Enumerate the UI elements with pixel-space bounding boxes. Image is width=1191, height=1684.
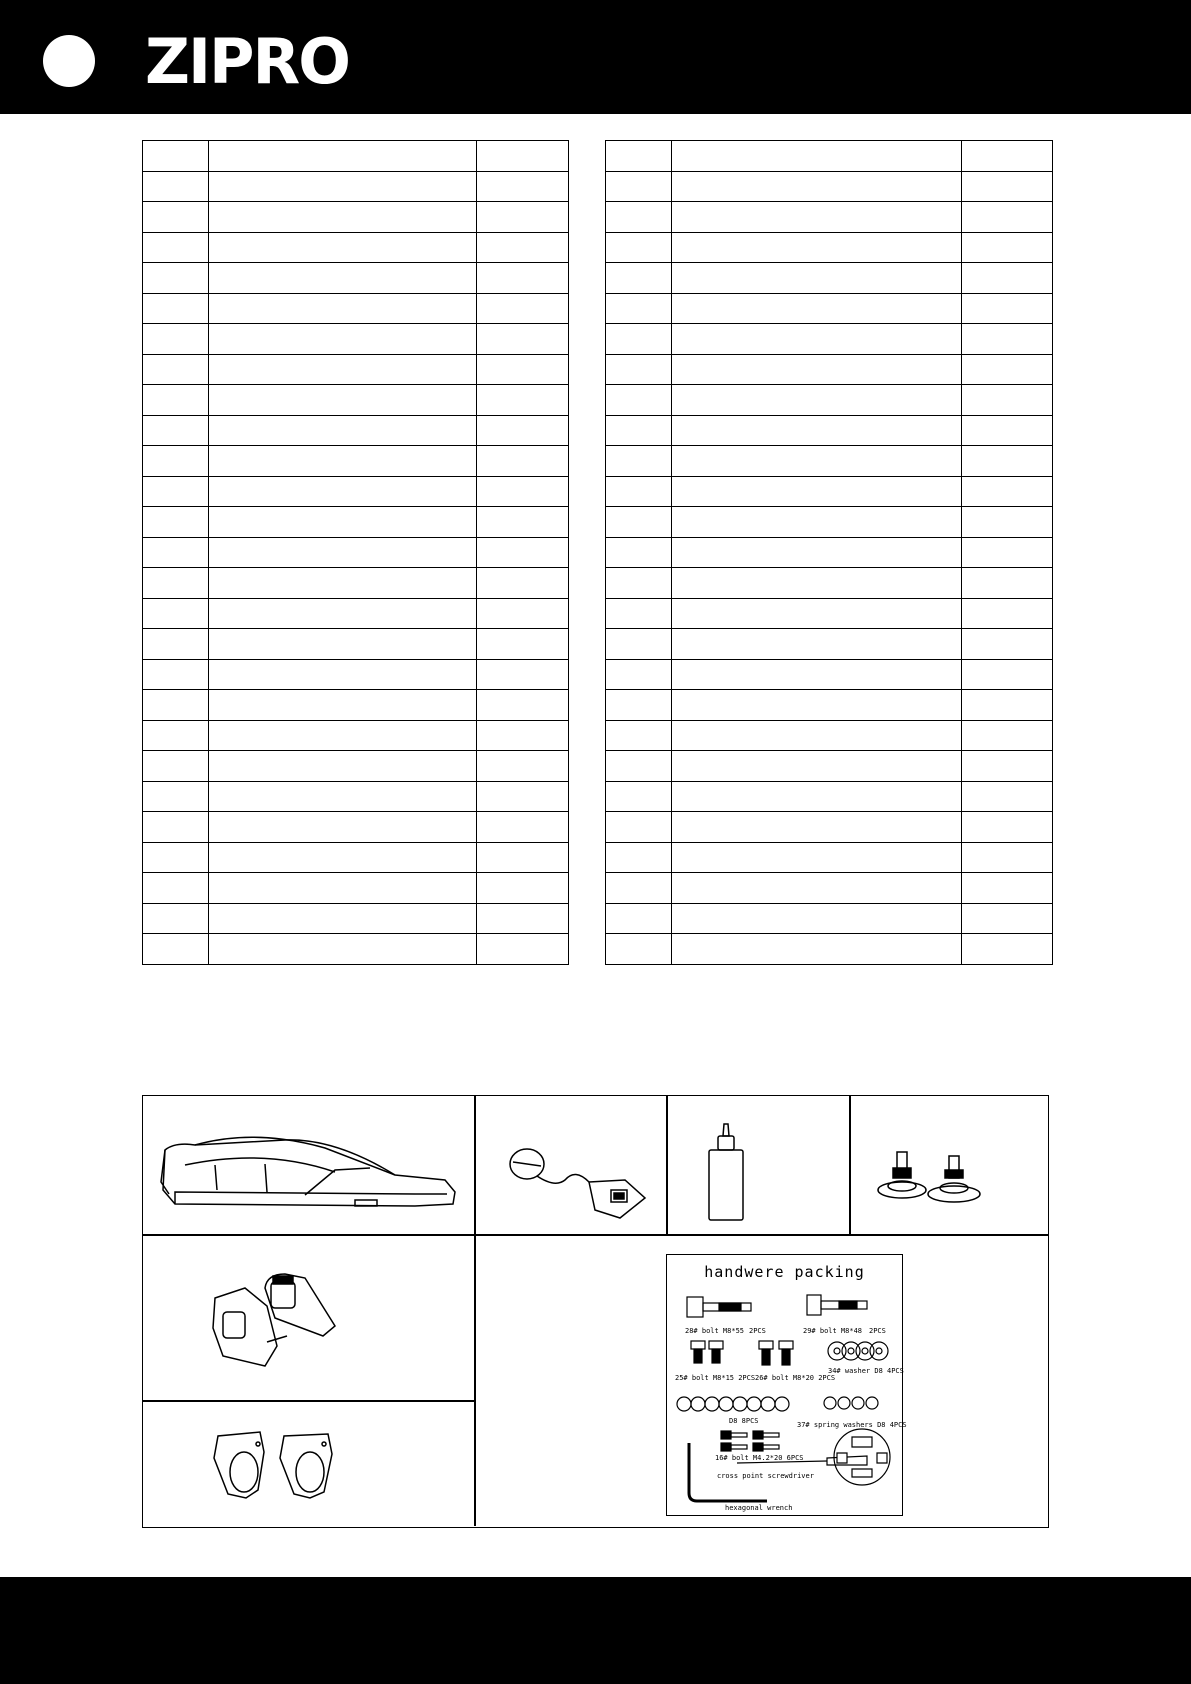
part-name-cell xyxy=(672,903,962,934)
part-number-cell xyxy=(606,751,672,782)
part-number-cell xyxy=(606,415,672,446)
part-number-cell xyxy=(606,476,672,507)
part-number-cell xyxy=(606,812,672,843)
table-row xyxy=(606,842,1053,873)
hw-label-bolt-25: 25# bolt M8*15 2PCS xyxy=(675,1374,756,1382)
part-qty-cell xyxy=(962,354,1053,385)
part-number-cell xyxy=(606,598,672,629)
table-row xyxy=(143,659,569,690)
table-row xyxy=(143,720,569,751)
part-name-cell xyxy=(209,385,477,416)
part-name-cell xyxy=(209,720,477,751)
part-number-cell xyxy=(606,720,672,751)
hardware-packing-title: handwere packing xyxy=(704,1263,865,1281)
part-number-cell xyxy=(606,232,672,263)
part-name-cell xyxy=(209,781,477,812)
part-name-cell xyxy=(209,476,477,507)
part-qty-cell xyxy=(477,446,569,477)
part-name-cell xyxy=(672,324,962,355)
part-qty-cell xyxy=(477,934,569,965)
part-number-cell xyxy=(606,202,672,233)
table-row xyxy=(606,659,1053,690)
part-number-cell xyxy=(143,232,209,263)
part-name-cell xyxy=(672,202,962,233)
part-name-cell xyxy=(209,354,477,385)
part-qty-cell xyxy=(477,720,569,751)
part-number-cell xyxy=(606,690,672,721)
motor-cover-icon xyxy=(205,1268,345,1373)
part-number-cell xyxy=(606,903,672,934)
part-qty-cell xyxy=(477,507,569,538)
part-number-cell xyxy=(143,781,209,812)
part-number-cell xyxy=(143,568,209,599)
part-qty-cell xyxy=(477,202,569,233)
table-row xyxy=(606,141,1053,172)
part-name-cell xyxy=(209,446,477,477)
part-qty-cell xyxy=(962,690,1053,721)
part-name-cell xyxy=(672,232,962,263)
part-name-cell xyxy=(209,568,477,599)
part-name-cell xyxy=(209,751,477,782)
table-row xyxy=(606,751,1053,782)
part-name-cell xyxy=(209,690,477,721)
part-qty-cell xyxy=(962,568,1053,599)
part-qty-cell xyxy=(962,476,1053,507)
parts-table-right xyxy=(605,140,1053,965)
part-qty-cell xyxy=(477,171,569,202)
table-row xyxy=(143,934,569,965)
part-qty-cell xyxy=(962,141,1053,172)
table-row xyxy=(143,415,569,446)
part-number-cell xyxy=(143,812,209,843)
table-row xyxy=(606,324,1053,355)
part-number-cell xyxy=(143,690,209,721)
part-name-cell xyxy=(209,293,477,324)
parts-table-left xyxy=(142,140,569,965)
table-row xyxy=(143,812,569,843)
part-name-cell xyxy=(209,812,477,843)
part-number-cell xyxy=(143,385,209,416)
part-name-cell xyxy=(672,537,962,568)
table-row xyxy=(606,568,1053,599)
part-number-cell xyxy=(143,934,209,965)
part-name-cell xyxy=(672,690,962,721)
part-name-cell xyxy=(672,629,962,660)
part-number-cell xyxy=(606,934,672,965)
part-qty-cell xyxy=(962,293,1053,324)
part-name-cell xyxy=(209,324,477,355)
part-qty-cell xyxy=(962,171,1053,202)
part-qty-cell xyxy=(477,903,569,934)
table-row xyxy=(143,873,569,904)
part-name-cell xyxy=(672,171,962,202)
part-qty-cell xyxy=(477,659,569,690)
table-row xyxy=(606,812,1053,843)
table-row xyxy=(606,263,1053,294)
wheel-icon xyxy=(210,1428,345,1500)
part-number-cell xyxy=(143,202,209,233)
part-number-cell xyxy=(143,598,209,629)
part-name-cell xyxy=(672,293,962,324)
part-name-cell xyxy=(672,507,962,538)
part-qty-cell xyxy=(962,934,1053,965)
part-number-cell xyxy=(606,293,672,324)
part-number-cell xyxy=(606,659,672,690)
part-qty-cell xyxy=(962,385,1053,416)
part-number-cell xyxy=(606,873,672,904)
part-number-cell xyxy=(143,629,209,660)
table-row xyxy=(143,476,569,507)
table-row xyxy=(606,934,1053,965)
part-name-cell xyxy=(209,598,477,629)
table-row xyxy=(606,690,1053,721)
part-qty-cell xyxy=(962,598,1053,629)
treadmill-icon xyxy=(155,1120,460,1220)
part-name-cell xyxy=(672,385,962,416)
part-name-cell xyxy=(209,659,477,690)
part-number-cell xyxy=(606,171,672,202)
part-number-cell xyxy=(143,476,209,507)
hw-label-hex-wrench: hexagonal wrench xyxy=(725,1504,793,1512)
part-qty-cell xyxy=(962,263,1053,294)
part-name-cell xyxy=(672,598,962,629)
part-qty-cell xyxy=(477,690,569,721)
part-number-cell xyxy=(143,537,209,568)
part-number-cell xyxy=(143,263,209,294)
part-number-cell xyxy=(143,324,209,355)
table-row xyxy=(606,232,1053,263)
part-qty-cell xyxy=(962,629,1053,660)
table-row xyxy=(143,354,569,385)
part-name-cell xyxy=(672,659,962,690)
part-qty-cell xyxy=(477,415,569,446)
part-name-cell xyxy=(672,873,962,904)
part-number-cell xyxy=(606,385,672,416)
table-row xyxy=(143,751,569,782)
part-number-cell xyxy=(606,141,672,172)
table-row xyxy=(606,598,1053,629)
part-qty-cell xyxy=(962,873,1053,904)
hw-label-screwdriver: cross point screwdriver xyxy=(717,1472,814,1480)
part-qty-cell xyxy=(477,385,569,416)
part-number-cell xyxy=(143,873,209,904)
part-qty-cell xyxy=(962,659,1053,690)
table-row xyxy=(143,903,569,934)
part-number-cell xyxy=(606,446,672,477)
part-number-cell xyxy=(606,324,672,355)
part-number-cell xyxy=(143,507,209,538)
part-name-cell xyxy=(209,537,477,568)
table-row xyxy=(143,598,569,629)
table-row xyxy=(606,354,1053,385)
table-row xyxy=(606,903,1053,934)
part-name-cell xyxy=(672,568,962,599)
part-qty-cell xyxy=(477,598,569,629)
part-qty-cell xyxy=(962,324,1053,355)
part-number-cell xyxy=(143,141,209,172)
part-name-cell xyxy=(672,934,962,965)
part-number-cell xyxy=(606,354,672,385)
part-number-cell xyxy=(606,842,672,873)
part-name-cell xyxy=(209,507,477,538)
table-row xyxy=(606,507,1053,538)
table-row xyxy=(143,781,569,812)
table-row xyxy=(606,202,1053,233)
part-qty-cell xyxy=(962,842,1053,873)
table-row xyxy=(143,324,569,355)
part-name-cell xyxy=(209,934,477,965)
table-row xyxy=(143,293,569,324)
hw-label-bolt-28: 28# bolt M8*55 xyxy=(685,1327,745,1335)
part-name-cell xyxy=(672,415,962,446)
safety-key-icon xyxy=(505,1148,655,1223)
part-number-cell xyxy=(606,263,672,294)
part-number-cell xyxy=(606,568,672,599)
part-name-cell xyxy=(209,629,477,660)
table-row xyxy=(143,537,569,568)
table-row xyxy=(606,720,1053,751)
part-qty-cell xyxy=(962,232,1053,263)
part-qty-cell xyxy=(477,141,569,172)
part-qty-cell xyxy=(962,720,1053,751)
part-number-cell xyxy=(143,720,209,751)
table-row xyxy=(606,385,1053,416)
part-qty-cell xyxy=(477,476,569,507)
part-name-cell xyxy=(672,354,962,385)
part-name-cell xyxy=(209,873,477,904)
hw-label-bolt-16: 16# bolt M4.2*20 6PCS xyxy=(715,1454,804,1462)
part-qty-cell xyxy=(477,812,569,843)
part-qty-cell xyxy=(477,568,569,599)
part-qty-cell xyxy=(477,293,569,324)
table-row xyxy=(606,629,1053,660)
part-qty-cell xyxy=(962,537,1053,568)
hw-label-spring-washer-37: 37# spring washers D8 4PCS xyxy=(797,1421,907,1429)
table-row xyxy=(143,171,569,202)
logo-dot-icon xyxy=(43,35,95,87)
part-qty-cell xyxy=(477,537,569,568)
hw-label-bolt-29-qty: 2PCS xyxy=(869,1327,886,1335)
part-name-cell xyxy=(209,232,477,263)
hardware-packing-panel xyxy=(666,1254,907,1516)
part-qty-cell xyxy=(477,629,569,660)
brand-logo: ZIPRO xyxy=(145,25,349,98)
part-name-cell xyxy=(209,842,477,873)
header-bar xyxy=(0,0,1191,114)
part-qty-cell xyxy=(962,812,1053,843)
part-qty-cell xyxy=(477,781,569,812)
part-name-cell xyxy=(672,720,962,751)
oil-bottle-icon xyxy=(706,1122,746,1222)
part-number-cell xyxy=(606,781,672,812)
part-qty-cell xyxy=(962,781,1053,812)
part-name-cell xyxy=(672,141,962,172)
part-qty-cell xyxy=(962,751,1053,782)
table-row xyxy=(143,385,569,416)
part-number-cell xyxy=(143,446,209,477)
table-row xyxy=(606,476,1053,507)
table-row xyxy=(143,507,569,538)
part-number-cell xyxy=(143,903,209,934)
table-row xyxy=(606,781,1053,812)
table-row xyxy=(143,568,569,599)
part-name-cell xyxy=(209,415,477,446)
part-qty-cell xyxy=(477,263,569,294)
part-qty-cell xyxy=(477,232,569,263)
table-row xyxy=(606,415,1053,446)
part-qty-cell xyxy=(477,751,569,782)
table-row xyxy=(606,293,1053,324)
part-number-cell xyxy=(143,171,209,202)
part-number-cell xyxy=(606,537,672,568)
part-qty-cell xyxy=(962,903,1053,934)
table-row xyxy=(606,873,1053,904)
part-name-cell xyxy=(209,903,477,934)
part-name-cell xyxy=(672,842,962,873)
table-row xyxy=(143,690,569,721)
part-name-cell xyxy=(672,476,962,507)
hw-label-bolt-29: 29# bolt M8*48 xyxy=(803,1327,863,1335)
table-row xyxy=(606,537,1053,568)
table-row xyxy=(143,446,569,477)
table-row xyxy=(143,141,569,172)
part-qty-cell xyxy=(477,873,569,904)
table-row xyxy=(143,842,569,873)
hw-label-bolt-26: 26# bolt M8*20 2PCS xyxy=(755,1374,836,1382)
table-row xyxy=(143,263,569,294)
part-name-cell xyxy=(672,781,962,812)
part-qty-cell xyxy=(962,446,1053,477)
hw-label-bolt-28-qty: 2PCS xyxy=(749,1327,766,1335)
part-qty-cell xyxy=(477,354,569,385)
part-qty-cell xyxy=(962,415,1053,446)
table-row xyxy=(606,446,1053,477)
part-name-cell xyxy=(672,751,962,782)
part-number-cell xyxy=(143,415,209,446)
hw-label-washer-34: 34# washer D8 4PCS xyxy=(828,1367,904,1375)
footer-bar xyxy=(0,1577,1191,1684)
table-row xyxy=(606,171,1053,202)
part-name-cell xyxy=(672,263,962,294)
part-name-cell xyxy=(209,202,477,233)
part-name-cell xyxy=(672,812,962,843)
part-number-cell xyxy=(143,293,209,324)
hw-label-washer-d8: D8 8PCS xyxy=(729,1417,759,1425)
table-row xyxy=(143,202,569,233)
part-number-cell xyxy=(143,751,209,782)
table-row xyxy=(143,232,569,263)
part-number-cell xyxy=(606,507,672,538)
part-number-cell xyxy=(143,354,209,385)
part-qty-cell xyxy=(962,507,1053,538)
part-name-cell xyxy=(209,141,477,172)
table-row xyxy=(143,629,569,660)
part-name-cell xyxy=(209,171,477,202)
part-qty-cell xyxy=(477,842,569,873)
part-qty-cell xyxy=(962,202,1053,233)
part-name-cell xyxy=(672,446,962,477)
part-number-cell xyxy=(143,659,209,690)
part-qty-cell xyxy=(477,324,569,355)
part-number-cell xyxy=(143,842,209,873)
part-name-cell xyxy=(209,263,477,294)
leveling-feet-icon xyxy=(875,1150,995,1210)
part-number-cell xyxy=(606,629,672,660)
